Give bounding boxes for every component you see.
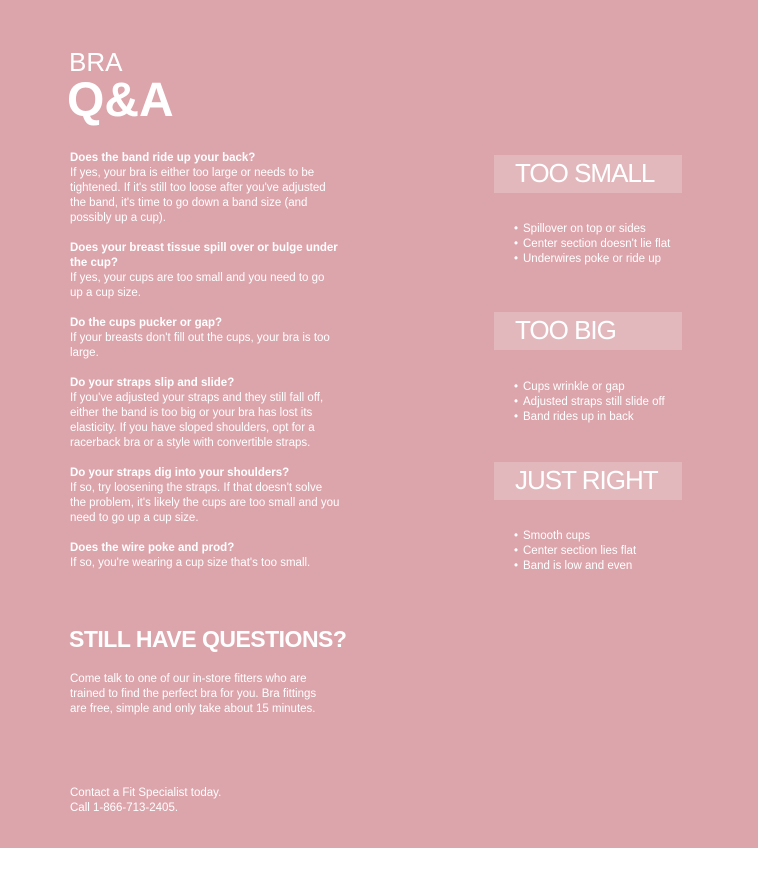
fit-list-item: • Spillover on top or sides bbox=[514, 223, 646, 235]
faq-item bbox=[70, 316, 340, 361]
faq-question: Do the cups pucker or gap? bbox=[70, 317, 223, 329]
bullet-icon: • bbox=[514, 411, 519, 423]
bullet-icon: • bbox=[514, 545, 519, 557]
faq-question: Does the band ride up your back? bbox=[70, 152, 256, 164]
faq-answer: If yes, your cups are too small and you need to go up a cup size. bbox=[70, 272, 325, 299]
bullet-icon: • bbox=[514, 253, 519, 265]
fit-list-just-right bbox=[514, 529, 734, 574]
fit-heading: JUST RIGHT bbox=[515, 465, 658, 495]
fit-heading-box-too-small bbox=[494, 155, 682, 193]
bullet-icon: • bbox=[514, 238, 519, 250]
page-kicker: BRA bbox=[69, 47, 123, 77]
fit-heading: TOO BIG bbox=[515, 315, 616, 345]
fit-list-too-small bbox=[514, 222, 734, 267]
still-questions-body: Come talk to one of our in-store fitters who are trained to find the perfect bra for you. Bra fittings are free, simple and only take about 15 minutes. bbox=[70, 673, 317, 715]
faq-item bbox=[70, 376, 340, 451]
fit-heading-box-too-big bbox=[494, 312, 682, 350]
fit-list-item: • Cups wrinkle or gap bbox=[514, 381, 625, 393]
fit-heading: TOO SMALL bbox=[515, 158, 655, 188]
fit-list-item: • Center section lies flat bbox=[514, 545, 637, 557]
faq-question: Does the wire poke and prod? bbox=[70, 542, 235, 554]
faq-item bbox=[70, 541, 340, 571]
faq-list bbox=[70, 151, 340, 586]
fit-list-item: • Band is low and even bbox=[514, 560, 633, 572]
contact-phone: Call 1-866-713-2405. bbox=[70, 802, 179, 814]
faq-question: Does your breast tissue spill over or bulge under the cup? bbox=[70, 242, 338, 269]
fit-list-item: • Adjusted straps still slide off bbox=[514, 396, 665, 408]
bullet-icon: • bbox=[514, 223, 519, 235]
faq-answer: If so, you're wearing a cup size that's too small. bbox=[70, 557, 311, 569]
faq-question: Do your straps dig into your shoulders? bbox=[70, 467, 290, 479]
faq-answer: If yes, your bra is either too large or needs to be tightened. If it's still too loose after you've adjusted the band, it's time to go down a band size (and possibly up a cup). bbox=[70, 167, 326, 224]
bullet-icon: • bbox=[514, 396, 519, 408]
faq-answer: If so, try loosening the straps. If that doesn't solve the problem, it's likely the cups are too small and you need to go up a cup size. bbox=[70, 482, 340, 524]
bullet-icon: • bbox=[514, 530, 519, 542]
faq-answer: If your breasts don't fill out the cups, your bra is too large. bbox=[70, 332, 330, 359]
bullet-icon: • bbox=[514, 381, 519, 393]
fit-list-too-big bbox=[514, 380, 734, 425]
fit-list-item: • Center section doesn't lie flat bbox=[514, 238, 671, 250]
faq-item bbox=[70, 151, 340, 226]
faq-item bbox=[70, 241, 340, 301]
still-questions-heading: STILL HAVE QUESTIONS? bbox=[69, 626, 347, 652]
contact-line: Contact a Fit Specialist today. bbox=[70, 787, 222, 799]
contact-block bbox=[70, 786, 330, 816]
faq-question: Do your straps slip and slide? bbox=[70, 377, 235, 389]
page-title: Q&A bbox=[67, 74, 174, 127]
fit-list-item: • Underwires poke or ride up bbox=[514, 253, 662, 265]
bullet-icon: • bbox=[514, 560, 519, 572]
faq-answer: If you've adjusted your straps and they still fall off, either the band is too big or your bra has lost its elasticity. If you have sloped shoulders, opt for a racerback bra or a style with convertible straps. bbox=[70, 392, 324, 449]
faq-item bbox=[70, 466, 340, 526]
fit-list-item: • Smooth cups bbox=[514, 530, 591, 542]
fit-list-item: • Band rides up in back bbox=[514, 411, 634, 423]
fit-heading-box-just-right bbox=[494, 462, 682, 500]
